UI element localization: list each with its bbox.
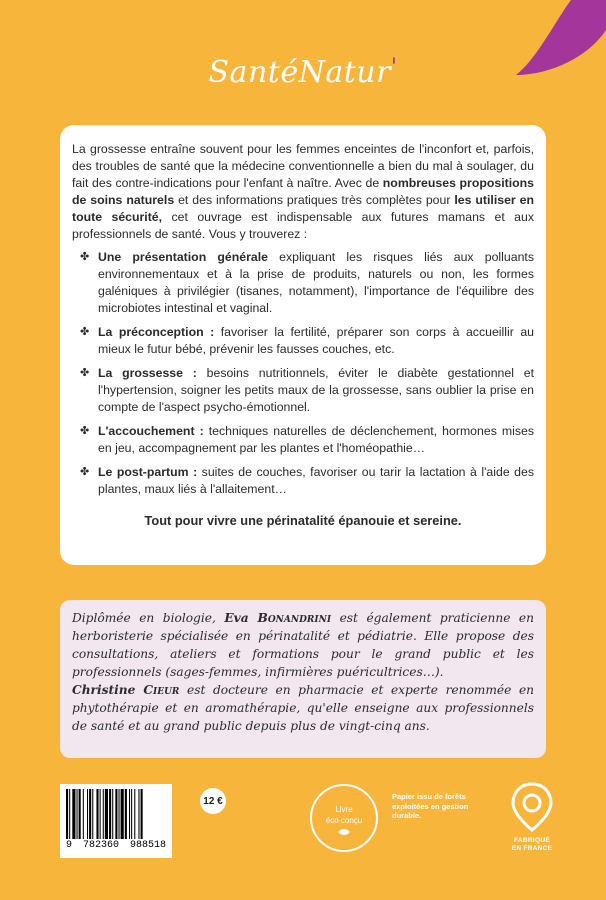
brand-accent-mark: ': [390, 55, 398, 80]
made-in-france-badge: [500, 782, 564, 862]
eco-badge-line1: Livre: [335, 805, 353, 814]
author-first-name-2: Christine: [72, 683, 144, 697]
intro-paragraph: [72, 141, 534, 243]
author-bio-box: [60, 600, 546, 758]
brand-logo: [0, 55, 606, 90]
barcode-bar: [119, 789, 120, 839]
list-item-text: suites de couches, favoriser ou tarir la lactation à l'aide des plantes, maux liés à l'allaitement…: [98, 465, 534, 496]
bio2-text: est docteure en pharmacie et experte renommée en phytothérapie et en aromathérapie, qu'elle enseigne aux professionnels de santé et au grand public depuis plus de vingt-cinq ans.: [72, 683, 534, 733]
barcode-bar: [134, 789, 135, 839]
barcode-bar: [77, 789, 78, 839]
barcode-bar: [79, 789, 81, 839]
list-item: [80, 365, 534, 416]
list-item-text: expliquant les risques liés aux polluants environnementaux et à la prise de produits, naturels ou non, les formes galéniques à privilégier (tisanes, notamment), l'importance de l'équilibre des microbiotes intestinal et vaginal.: [98, 250, 534, 315]
barcode-bar: [138, 789, 139, 839]
barcode-bar: [72, 789, 75, 839]
list-item: [80, 249, 534, 317]
intro-bold-1: nombreuses propositions de soins naturels: [72, 176, 534, 207]
barcode-digits-left: 782360: [82, 840, 119, 851]
barcode-bar: [100, 789, 101, 839]
intro-bold-2: les utiliser en toute sécurité,: [72, 193, 534, 224]
price-badge: 12 €: [200, 788, 226, 814]
author-name-2: [72, 683, 179, 697]
list-item: [80, 464, 534, 498]
made-in-france-line2: EN FRANCE: [511, 845, 553, 852]
description-box: [60, 125, 546, 565]
intro-text-3: cet ouvrage est indispensable aux futures mamans et aux professionnels de santé. Vous y trouverez :: [72, 210, 534, 241]
brand-logo-text: SantéNatur: [208, 55, 391, 90]
barcode-digits: [66, 840, 166, 851]
intro-text-1: La grossesse entraîne souvent pour les femmes enceintes de l'inconfort et, parfois, des troubles de santé que la médecine conventionnelle a bien du mal à soulager, du fait des contre-indications pour l'enfant à naître. Avec de: [72, 142, 534, 190]
barcode-bar: [141, 789, 143, 839]
barcode-bar: [96, 789, 98, 839]
barcode-bar: [83, 789, 84, 839]
barcode-bar: [89, 789, 91, 839]
list-item-title: La grossesse :: [98, 366, 197, 380]
list-item: [80, 324, 534, 358]
list-item-title: L'accouchement :: [98, 424, 204, 438]
author-bio-1: [72, 609, 534, 681]
list-item-text: techniques naturelles de déclenchement, hormones mises en jeu, accompagnement par les plantes et l'homéopathie…: [98, 424, 534, 455]
content-list: [72, 249, 534, 498]
bio1-text: est également praticienne en herboristerie spécialisée en périnatalité et pédiatrie. Elle propose des consultations, ateliers et formations pour le grand public et les professionnels (sages-femmes, infirmières puéricultrices…).: [72, 611, 534, 679]
barcode-bar: [69, 789, 70, 839]
barcode-bar: [92, 789, 93, 839]
barcode-digit-lead: 9: [66, 840, 73, 851]
author-name-1: [224, 611, 331, 625]
list-item-title: Une présentation générale: [98, 250, 268, 264]
barcode-bar: [109, 789, 111, 839]
bullet-icon: ✤: [80, 425, 90, 437]
location-pin-icon: [510, 782, 554, 832]
bullet-icon: ✤: [80, 367, 90, 379]
author-first-name-1: Eva: [224, 611, 258, 625]
made-in-france-line1: FABRIQUÉ: [514, 837, 550, 844]
barcode-bar: [87, 789, 88, 839]
eco-design-badge-icon: [308, 782, 380, 854]
barcode-bar: [129, 789, 130, 839]
list-item-title: La préconception :: [98, 325, 215, 339]
list-item: [80, 423, 534, 457]
bullet-icon: ✤: [80, 466, 90, 478]
list-item-title: Le post-partum :: [98, 465, 198, 479]
bullet-icon: ✤: [80, 326, 90, 338]
barcode-bar: [121, 789, 124, 839]
isbn-barcode: [60, 784, 172, 858]
list-item-text: favoriser la fertilité, préparer son corps à accueillir au mieux le futur bébé, prévenir les fausses couches, etc.: [98, 325, 534, 356]
eco-badge-line2: éco conçu: [325, 816, 363, 825]
bullet-icon: ✤: [80, 251, 90, 263]
barcode-bar: [115, 789, 117, 839]
barcode-bars: [66, 789, 166, 839]
author-last-name-1: Bonandrini: [257, 611, 332, 625]
barcode-bar: [66, 789, 68, 839]
bio1-intro: Diplômée en biologie,: [72, 611, 225, 625]
barcode-bar: [131, 789, 132, 839]
intro-text-2: et des informations pratiques très complètes pour: [174, 193, 455, 207]
list-item-text: besoins nutritionnels, éviter le diabète gestationnel et l'hypertension, soigner les petits maux de la grossesse, sans oublier la prise en compte de l'aspect psycho-émotionnel.: [98, 366, 534, 414]
author-last-name-2: Cieur: [143, 683, 180, 697]
barcode-bar: [105, 789, 108, 839]
barcode-bar: [103, 789, 104, 839]
author-bio-2: [72, 681, 534, 735]
barcode-bar: [125, 789, 127, 839]
eco-paper-note: Papier issu de forêts exploitées en gestion durable.: [392, 792, 469, 820]
closing-tagline: Tout pour vivre une périnatalité épanouie et sereine.: [144, 513, 462, 528]
barcode-digits-right: 988518: [129, 840, 166, 851]
barcode-bar: [112, 789, 113, 839]
